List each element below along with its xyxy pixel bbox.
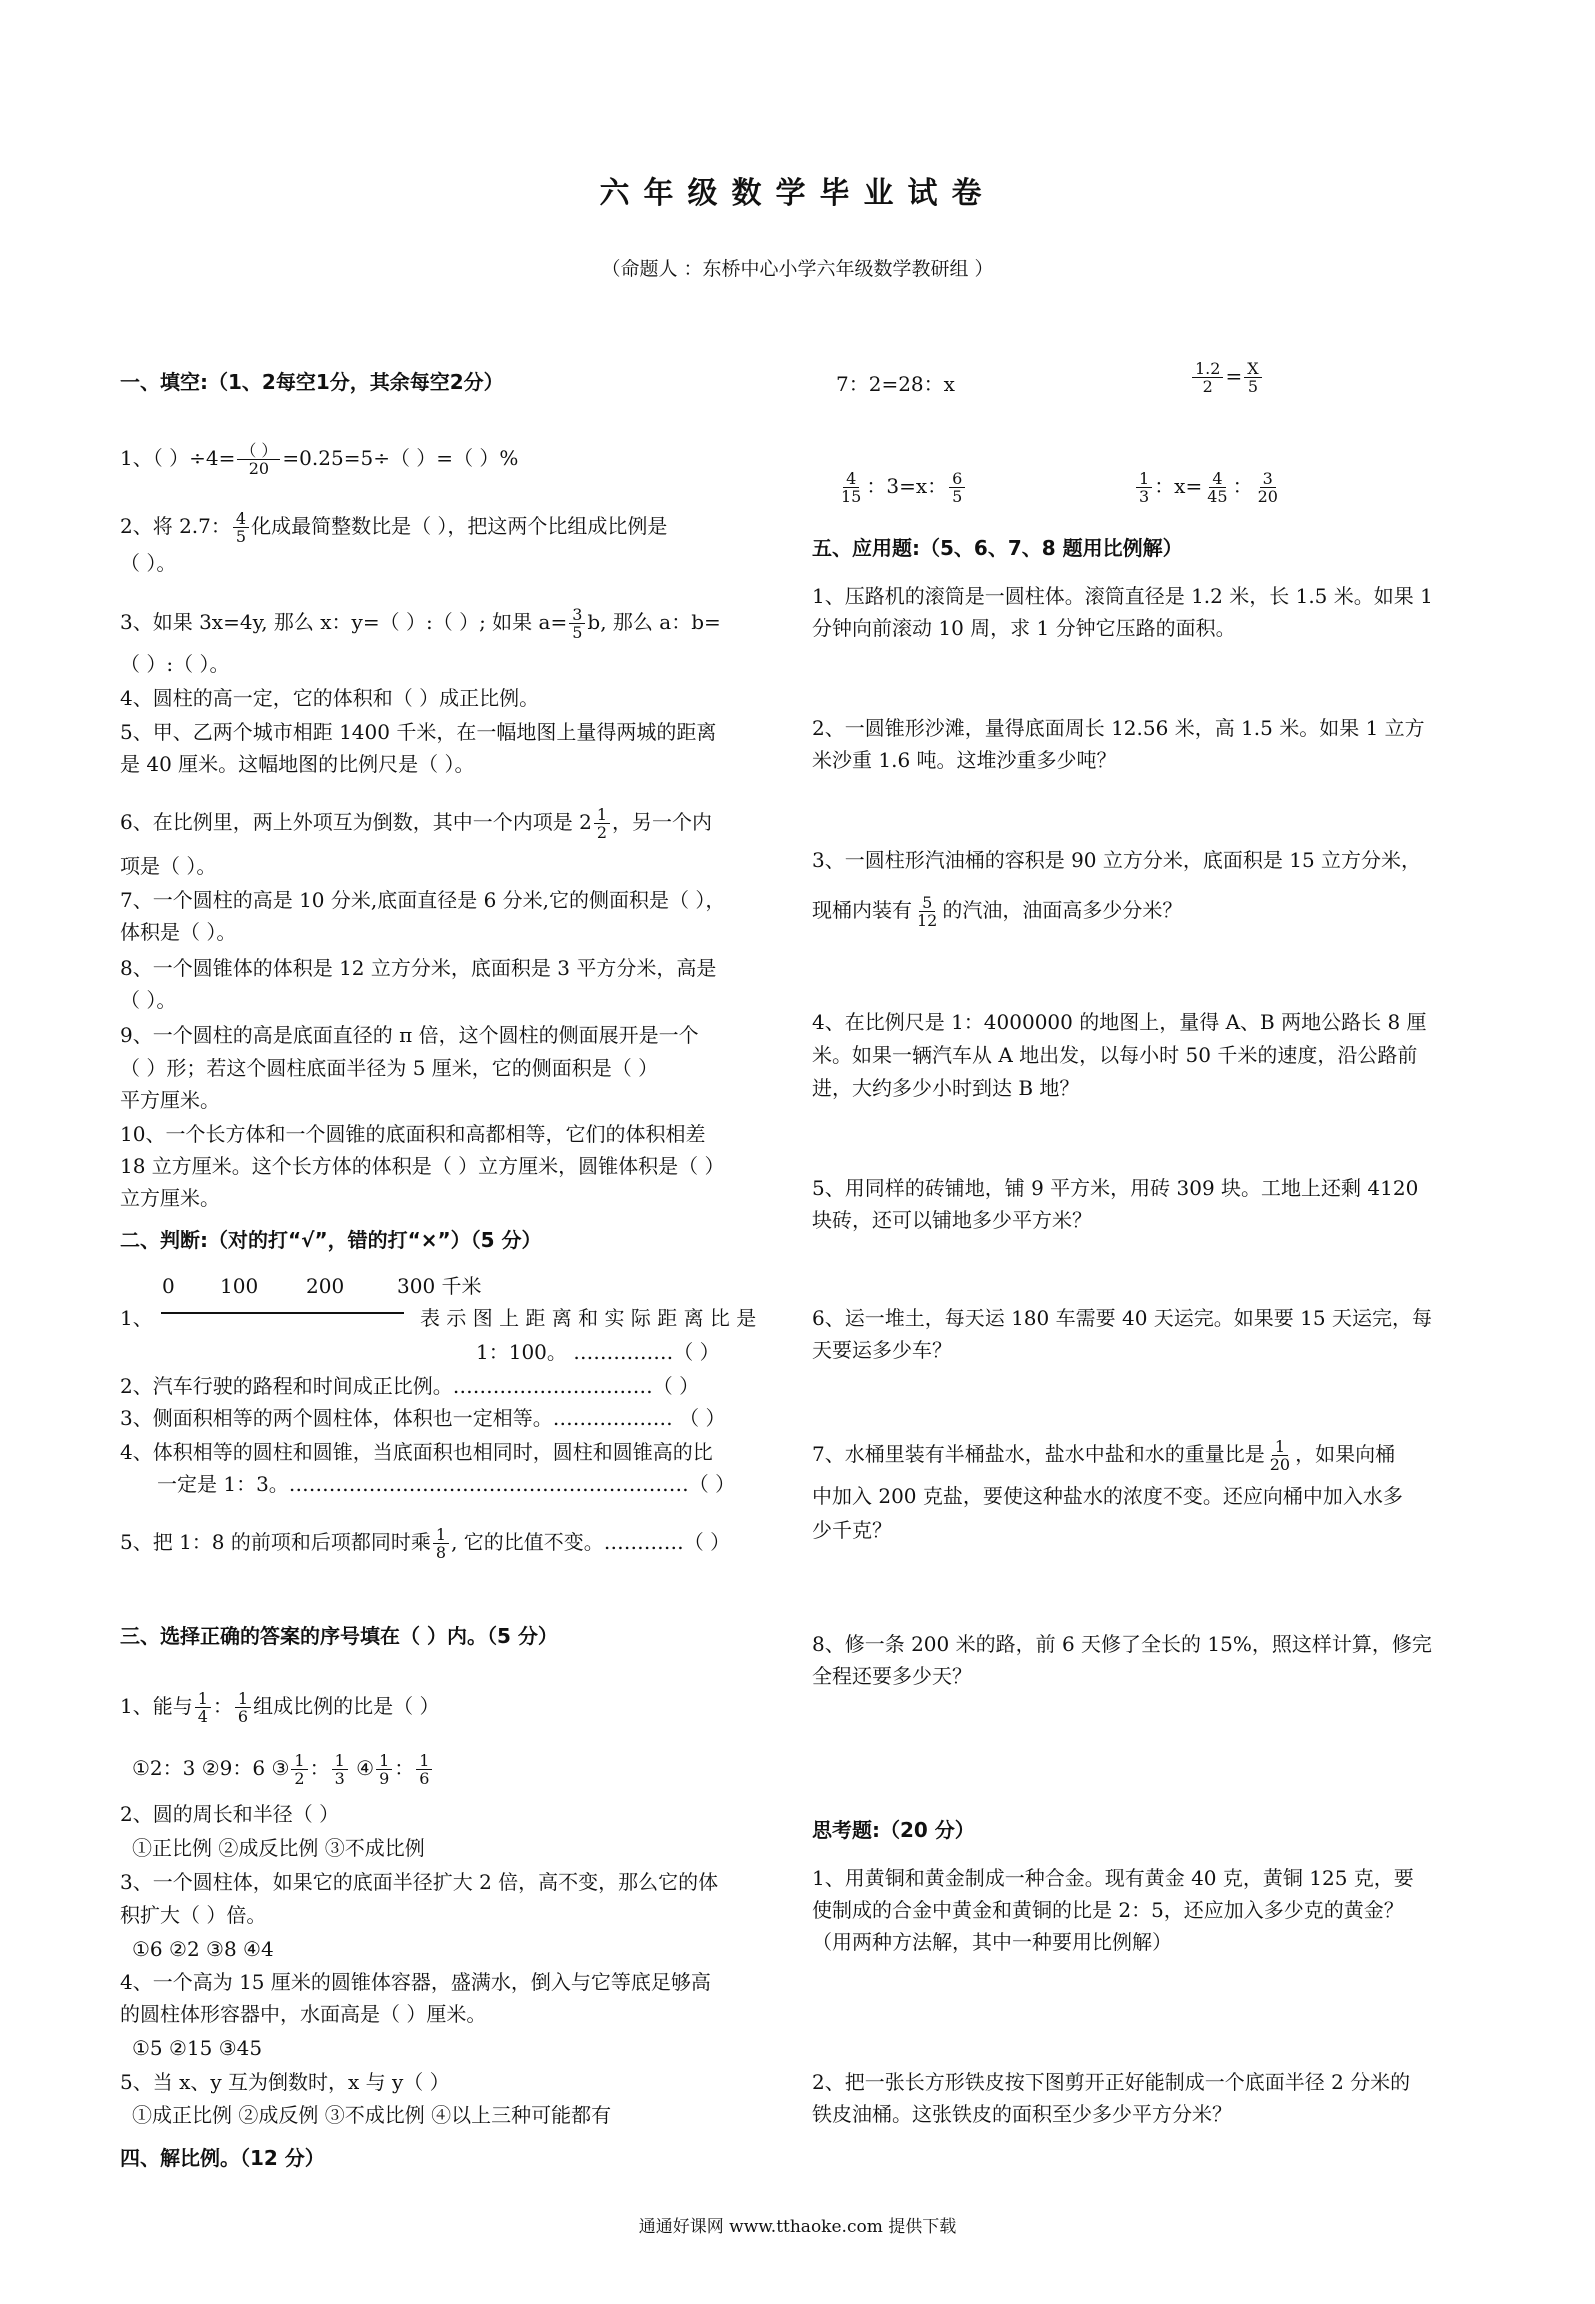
section-5-heading: 五、应用题:（5、6、7、8 题用比例解） <box>812 536 1183 560</box>
s1-q8b: （ ）。 <box>120 988 177 1012</box>
s1-q2-cont: （ ）。 <box>120 551 177 575</box>
s3-q3-options: ①6 ②2 ③8 ④4 <box>132 1937 274 1961</box>
scale-bar <box>161 1312 404 1314</box>
s2-q4b: 一定是 1：3。……………………………………………………（ ） <box>157 1472 736 1496</box>
section-3-heading: 三、选择正确的答案的序号填在（ ）内。（5 分） <box>120 1624 558 1648</box>
fraction: $\frac{1}{3}$ <box>1136 470 1152 505</box>
fraction: $\frac{1}{8}$ <box>433 1526 449 1561</box>
equation-3: $\frac{4}{15}$ ：3=x： $\frac{6}{5}$ <box>836 470 967 505</box>
fraction: $\frac{4}{45}$ <box>1207 469 1228 506</box>
s5-q4c: 进，大约多少小时到达 B 地？ <box>812 1076 1080 1100</box>
s1-q7b: 体积是（ ）。 <box>120 920 237 944</box>
s5-q2b: 米沙重 1.6 吨。这堆沙重多少吨？ <box>812 748 1117 772</box>
fraction: $\frac{1}{4}$ <box>195 1690 211 1725</box>
s3-q5: 5、当 x、y 互为倒数时，x 与 y（ ） <box>120 2070 450 2094</box>
scale-label-200: 200 <box>306 1274 345 1298</box>
scale-label-100: 100 <box>220 1274 259 1298</box>
page-title: 六年级数学毕业试卷 <box>599 176 996 211</box>
s5-q3a: 3、一圆柱形汽油桶的容积是 90 立方分米，底面积是 15 立方分米， <box>812 848 1422 872</box>
s1-q6-cont: 项是（ ）。 <box>120 854 217 878</box>
s1-q2: 2、将 2.7： $\frac{4}{5}$ 化成最简整数比是（ ），把这两个比组成比例是 <box>120 509 668 546</box>
fraction: $\frac{1}{2}$ <box>291 1752 307 1787</box>
s5-q7c: 少千克？ <box>812 1518 892 1542</box>
s1-q8a: 8、一个圆锥体的体积是 12 立方分米，底面积是 3 平方分米，高是 <box>120 956 717 980</box>
fraction: $\frac{1}{9}$ <box>376 1752 392 1787</box>
s3-q2-options: ①正比例 ②成反比例 ③不成比例 <box>132 1836 425 1860</box>
s1-q5b: 是 40 厘米。这幅地图的比例尺是（ ）。 <box>120 752 475 776</box>
fraction: $\frac{4}{5}$ <box>233 510 249 545</box>
section-6-heading: 思考题:（20 分） <box>812 1818 975 1842</box>
s2-q4a: 4、体积相等的圆柱和圆锥，当底面积也相同时，圆柱和圆锥高的比 <box>120 1440 713 1464</box>
s1-q10a: 10、一个长方体和一个圆锥的底面积和高都相等，它们的体积相差 <box>120 1122 706 1146</box>
s1-q9a: 9、一个圆柱的高是底面直径的 π 倍，这个圆柱的侧面展开是一个 <box>120 1023 699 1047</box>
fraction: $\frac{4}{15}$ <box>841 469 862 506</box>
author-line: （命题人 ：东桥中心小学六年级数学教研组 ） <box>601 258 994 280</box>
equation-2: $\frac{1.2}{2}$ = $\frac{X}{5}$ <box>1190 360 1264 395</box>
fraction: $\frac{X}{5}$ <box>1244 360 1261 395</box>
s2-q1-cont: 1：100。 ……………（ ） <box>476 1340 720 1364</box>
fraction: $\frac{3}{20}$ <box>1257 469 1278 506</box>
fraction: $\frac{1.2}{2}$ <box>1192 360 1223 395</box>
s2-q5: 5、把 1：8 的前项和后项都同时乘 $\frac{1}{8}$ , 它的比值不变。…………（ ） <box>120 1525 731 1562</box>
s2-q1-num: 1、 <box>120 1306 153 1330</box>
section-4-heading: 四、解比例。（12 分） <box>120 2146 325 2170</box>
s1-q3: 3、如果 3x=4y, 那么 x：y=（ ）:（ ）; 如果 a= $\frac{3}{5}$ b, 那么 a：b= <box>120 605 721 642</box>
s5-q5b: 块砖，还可以铺地多少平方米？ <box>812 1208 1092 1232</box>
s2-q2: 2、汽车行驶的路程和时间成正比例。…………………………（ ） <box>120 1374 700 1398</box>
s5-q8a: 8、修一条 200 米的路，前 6 天修了全长的 15%，照这样计算，修完 <box>812 1632 1432 1656</box>
s6-q1b: 使制成的合金中黄金和黄铜的比是 2：5，还应加入多少克的黄金？ <box>812 1898 1404 1922</box>
s5-q4b: 米。如果一辆汽车从 A 地出发，以每小时 50 千米的速度，沿公路前 <box>812 1043 1418 1067</box>
equation-1: 7：2=28：x <box>836 372 955 396</box>
section-1-heading: 一、填空:（1、2每空1分，其余每空2分） <box>120 370 504 394</box>
fraction: $\frac{( )}{20}$ <box>237 442 280 477</box>
s6-q2b: 铁皮油桶。这张铁皮的面积至少多少平方分米？ <box>812 2102 1232 2126</box>
fraction: $\frac{1}{3}$ <box>332 1752 348 1787</box>
s1-q6: 6、在比例里，两上外项互为倒数，其中一个内项是 2 $\frac{1}{2}$ ，另一个内 <box>120 805 712 842</box>
s3-q3b: 积扩大（ ）倍。 <box>120 1903 267 1927</box>
fraction: $\frac{1}{6}$ <box>235 1690 251 1725</box>
s3-q3a: 3、一个圆柱体，如果它的底面半径扩大 2 倍，高不变，那么它的体 <box>120 1870 719 1894</box>
s3-q4-options: ①5 ②15 ③45 <box>132 2036 263 2060</box>
s1-q4: 4、圆柱的高一定，它的体积和（ ）成正比例。 <box>120 686 540 710</box>
scale-label-0: 0 <box>162 1274 175 1298</box>
s6-q2a: 2、把一张长方形铁皮按下图剪开正好能制成一个底面半径 2 分米的 <box>812 2070 1411 2094</box>
s3-q2: 2、圆的周长和半径（ ） <box>120 1802 340 1826</box>
s1-q1: 1、（ ）÷4= $\frac{( )}{20}$ =0.25=5÷（ ）=（ ）% <box>120 441 519 478</box>
s5-q4a: 4、在比例尺是 1：4000000 的地图上，量得 A、B 两地公路长 8 厘 <box>812 1010 1427 1034</box>
equation-4: $\frac{1}{3}$ ：x= $\frac{4}{45}$ ： $\frac{3}{20}$ <box>1134 470 1283 505</box>
section-2-heading: 二、判断:（对的打“√”，错的打“×”）（5 分） <box>120 1228 542 1252</box>
s5-q5a: 5、用同样的砖铺地，铺 9 平方米，用砖 309 块。工地上还剩 4120 <box>812 1176 1419 1200</box>
fraction: $\frac{1}{6}$ <box>416 1752 432 1787</box>
s5-q7a: 7、水桶里装有半桶盐水，盐水中盐和水的重量比是 $\frac{1}{20}$ ，如果向桶 <box>812 1437 1396 1474</box>
s5-q8b: 全程还要多少天？ <box>812 1664 972 1688</box>
s1-q5a: 5、甲、乙两个城市相距 1400 千米，在一幅地图上量得两城的距离 <box>120 720 717 744</box>
s1-q10b: 18 立方厘米。这个长方体的体积是（ ）立方厘米，圆锥体积是（ ） <box>120 1154 725 1178</box>
s5-q6b: 天要运多少车？ <box>812 1338 952 1362</box>
fraction: $\frac{5}{12}$ <box>917 893 938 930</box>
s3-q4a: 4、一个高为 15 厘米的圆锥体容器，盛满水，倒入与它等底足够高 <box>120 1970 711 1994</box>
footer-text: 通通好课网 www.tthaoke.com 提供下载 <box>638 2217 957 2237</box>
s6-q1c: （用两种方法解，其中一种要用比例解） <box>812 1930 1172 1954</box>
s1-q7a: 7、一个圆柱的高是 10 分米,底面直径是 6 分米,它的侧面积是（ ）， <box>120 888 726 912</box>
s6-q1a: 1、用黄铜和黄金制成一种合金。现有黄金 40 克，黄铜 125 克，要 <box>812 1866 1414 1890</box>
s5-q6a: 6、运一堆土，每天运 180 车需要 40 天运完。如果要 15 天运完，每 <box>812 1306 1432 1330</box>
fraction: $\frac{1}{20}$ <box>1269 1437 1291 1474</box>
s5-q1b: 分钟向前滚动 10 周，求 1 分钟它压路的面积。 <box>812 616 1236 640</box>
s5-q7b: 中加入 200 克盐，要使这种盐水的浓度不变。还应向桶中加入水多 <box>812 1484 1403 1508</box>
s3-q4b: 的圆柱体形容器中，水面高是（ ）厘米。 <box>120 2002 487 2026</box>
s3-q1-options: ①2：3 ②9：6 ③ $\frac{1}{2}$ ： $\frac{1}{3}$ ④ $\frac{1}{9}$ ： $\frac{1}{6}$ <box>132 1752 434 1787</box>
s5-q3b: 现桶内装有 $\frac{5}{12}$ 的汽油，油面高多少分米？ <box>812 893 1183 930</box>
s1-q3-cont: （ ）:（ ）。 <box>120 652 230 676</box>
scale-label-300: 300 千米 <box>397 1274 482 1298</box>
s1-q9c: 平方厘米。 <box>120 1088 220 1112</box>
s3-q1: 1、能与 $\frac{1}{4}$ ： $\frac{1}{6}$ 组成比例的比是（ ） <box>120 1689 440 1726</box>
s3-q5-options: ①成正比例 ②成反例 ③不成比例 ④以上三种可能都有 <box>132 2103 612 2127</box>
s2-q1: 表 示 图 上 距 离 和 实 际 距 离 比 是 <box>420 1306 757 1330</box>
s5-q2a: 2、一圆锥形沙滩，量得底面周长 12.56 米，高 1.5 米。如果 1 立方 <box>812 716 1425 740</box>
fraction: $\frac{6}{5}$ <box>949 470 965 505</box>
fraction: $\frac{3}{5}$ <box>569 606 585 641</box>
fraction: $\frac{1}{2}$ <box>594 806 610 841</box>
s5-q1a: 1、压路机的滚筒是一圆柱体。滚筒直径是 1.2 米，长 1.5 米。如果 1 <box>812 584 1433 608</box>
s1-q9b: （ ）形；若这个圆柱底面半径为 5 厘米，它的侧面积是（ ） <box>120 1056 659 1080</box>
s2-q3: 3、侧面积相等的两个圆柱体，体积也一定相等。……………… （ ） <box>120 1406 726 1430</box>
s1-q10c: 立方厘米。 <box>120 1186 220 1210</box>
